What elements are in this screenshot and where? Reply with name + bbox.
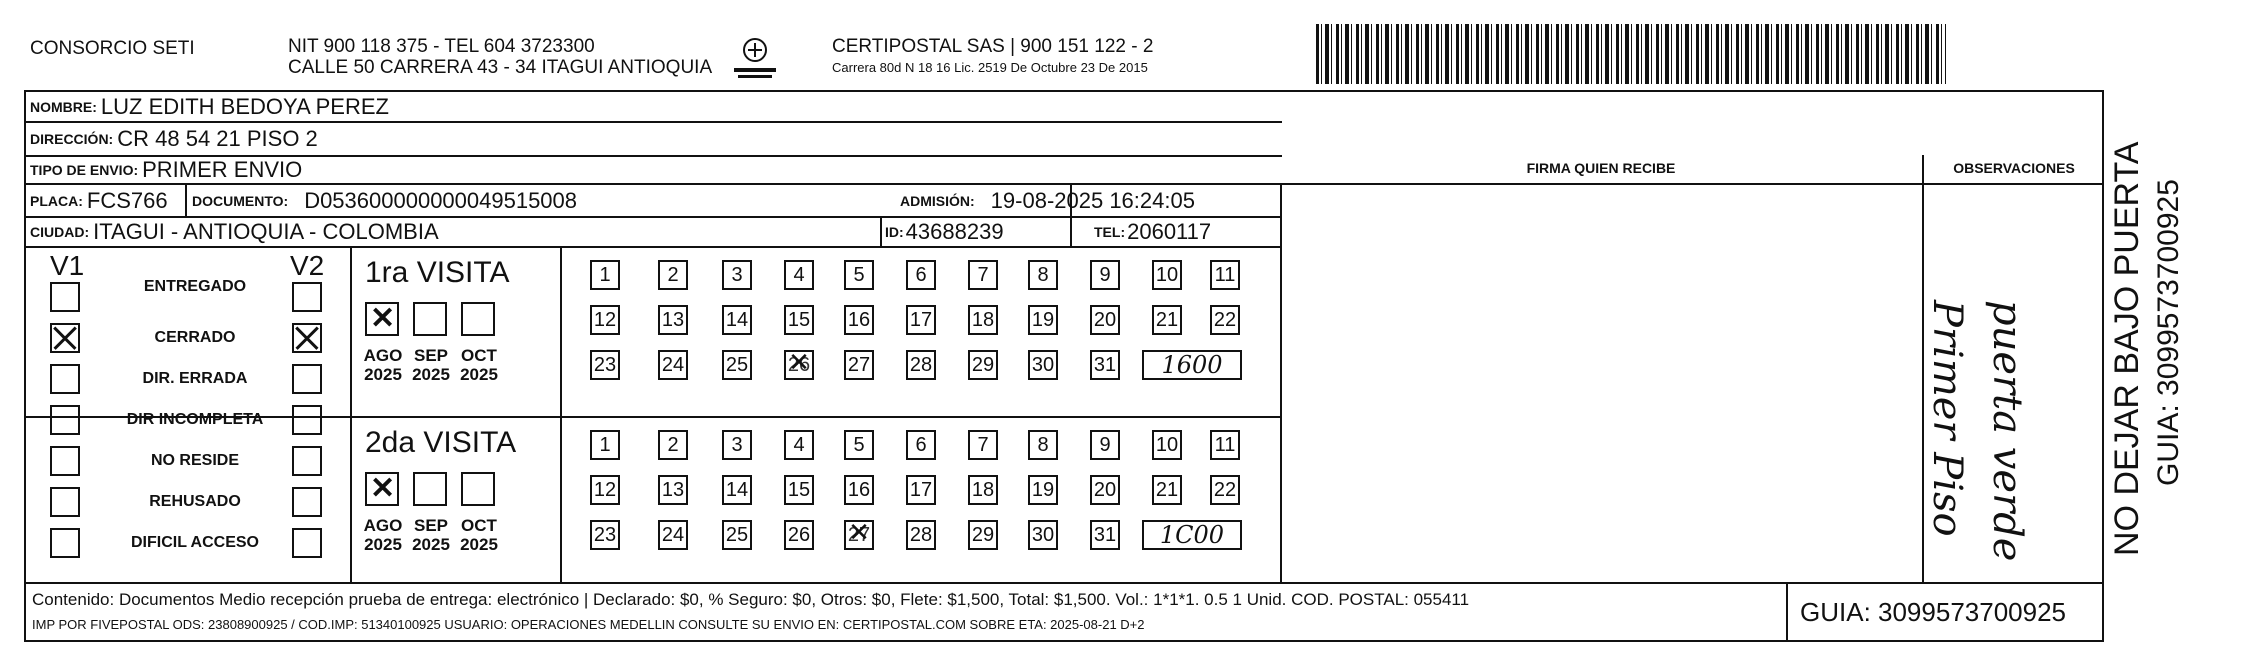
footer-line2: IMP POR FIVEPOSTAL ODS: 23808900925 / COD.IMP: 51340100925 USUARIO: OPERACIONES MEDELLIN CONSULTE SU ENVIO EN: CERTIPOSTAL.COM SOBRE ETA: 2025-08-21 D+2: [32, 617, 1145, 632]
status-reason-label: DIFICIL ACCESO: [130, 534, 259, 551]
observation-handwriting-2: puerta verde: [1984, 300, 2030, 562]
admision-label: ADMISIÓN:: [900, 193, 975, 209]
v1-checkbox: [50, 364, 80, 394]
first-visit-day-box: 14: [722, 305, 752, 335]
second-visit-day-box: 20: [1090, 475, 1120, 505]
second-visit-day-box: 14: [722, 475, 752, 505]
second-visit-month-label: SEP 2025: [412, 516, 450, 554]
first-visit-day-box: 6: [906, 260, 936, 290]
first-visit-day-box: 13: [658, 305, 688, 335]
nombre-value: LUZ EDITH BEDOYA PEREZ: [100, 94, 389, 119]
second-visit-day-box: 19: [1028, 475, 1058, 505]
second-visit-day-box: 25: [722, 520, 752, 550]
status-reason-label: DIR. ERRADA: [142, 370, 248, 387]
side-guia: GUIA: 3099573700925: [2152, 179, 2185, 486]
documento-label: DOCUMENTO:: [192, 193, 289, 209]
company-name: CONSORCIO SETI: [30, 38, 195, 59]
nombre-label: NOMBRE:: [30, 99, 97, 115]
second-visit-month-checkbox: [365, 472, 399, 506]
second-visit-day-box: 23: [590, 520, 620, 550]
status-reason-label: CERRADO: [154, 329, 236, 346]
id-row: [885, 218, 1004, 246]
second-visit-day-box: 17: [906, 475, 936, 505]
v2-checkbox: [292, 405, 322, 435]
second-visit-day-box: 12: [590, 475, 620, 505]
status-reason-label: DIR INCOMPLETA: [126, 411, 264, 428]
placa-value: FCS766: [86, 188, 168, 213]
certipostal-logo-icon: [730, 34, 780, 84]
second-visit-day-box: 10: [1152, 430, 1182, 460]
observation-handwriting-1: Primer Piso: [1924, 300, 1970, 537]
second-visit-day-box: 27 ✕: [844, 520, 874, 550]
v1-checkbox: [50, 487, 80, 517]
second-visit-day-box: 26: [784, 520, 814, 550]
ciudad-value: ITAGUI - ANTIOQUIA - COLOMBIA: [93, 219, 439, 244]
second-visit-day-box: 9: [1090, 430, 1120, 460]
first-visit-day-box: 16: [844, 305, 874, 335]
tel-row: [1094, 218, 1211, 246]
first-visit-day-box: 11: [1210, 260, 1240, 290]
second-visit-day-box: 16: [844, 475, 874, 505]
second-visit-day-box: 5: [844, 430, 874, 460]
ciudad-label: CIUDAD:: [30, 224, 90, 240]
company-nit-tel: NIT 900 118 375 - TEL 604 3723300: [288, 36, 595, 57]
firma-label: FIRMA QUIEN RECIBE: [1526, 160, 1676, 176]
second-visit-month-checkbox: [461, 472, 495, 506]
first-visit-month-label: SEP 2025: [412, 346, 450, 384]
direccion-row: [30, 124, 318, 154]
v2-checkbox: [292, 282, 322, 312]
v1-checkbox: [50, 405, 80, 435]
first-visit-month-checkbox: [461, 302, 495, 336]
v2-checkbox: [292, 528, 322, 558]
id-value: 43688239: [905, 219, 1004, 244]
second-visit-day-box: 4: [784, 430, 814, 460]
second-visit-month-label: OCT 2025: [460, 516, 498, 554]
tipo-envio-row: [30, 156, 302, 183]
second-visit-day-box: 28: [906, 520, 936, 550]
second-visit-day-box: 13: [658, 475, 688, 505]
first-visit-day-box: 18: [968, 305, 998, 335]
tipo-envio-value: PRIMER ENVIO: [142, 156, 303, 182]
side-instruction: NO DEJAR BAJO PUERTA: [2108, 141, 2146, 556]
first-visit-day-box: 8: [1028, 260, 1058, 290]
placa-label: PLACA:: [30, 193, 83, 209]
first-visit-day-box: 15: [784, 305, 814, 335]
second-visit-month-checkbox: [413, 472, 447, 506]
id-label: ID:: [885, 224, 904, 240]
first-visit-day-box: 29: [968, 350, 998, 380]
admision-value: 19-08-2025 16:24:05: [990, 188, 1195, 213]
footer-guia: GUIA: 3099573700925: [1800, 597, 2066, 627]
first-visit-day-box: 17: [906, 305, 936, 335]
first-visit-day-box: 31: [1090, 350, 1120, 380]
first-visit-day-box: 2: [658, 260, 688, 290]
second-visit-day-box: 18: [968, 475, 998, 505]
first-visit-day-box: 3: [722, 260, 752, 290]
v1-checkbox: [50, 323, 80, 353]
footer-line1: Contenido: Documentos Medio recepción prueba de entrega: electrónico | Declarado: $0, % Seguro: $0, Otros: $0, Flete: $1,500, Total: $1,500. Vol.: 1*1*1. 0.5 1 Unid. COD. POSTAL: 055411: [32, 590, 1470, 609]
second-visit-day-box: 1: [590, 430, 620, 460]
second-visit-day-box: 6: [906, 430, 936, 460]
documento-row: [192, 186, 577, 216]
second-visit-time-box: 1C00: [1142, 520, 1242, 550]
first-visit-day-box: 26 ✕: [784, 350, 814, 380]
second-visit-day-box: 29: [968, 520, 998, 550]
first-visit-day-box: 23: [590, 350, 620, 380]
first-visit-day-box: 5: [844, 260, 874, 290]
v2-checkbox: [292, 446, 322, 476]
status-reason-label: REHUSADO: [149, 493, 241, 510]
first-visit-day-box: 1: [590, 260, 620, 290]
second-visit-day-box: 30: [1028, 520, 1058, 550]
v2-checkbox: [292, 323, 322, 353]
carrier-name: CERTIPOSTAL SAS | 900 151 122 - 2: [832, 36, 1154, 57]
second-visit-day-box: 21: [1152, 475, 1182, 505]
first-visit-month-checkbox: [413, 302, 447, 336]
direccion-label: DIRECCIÓN:: [30, 131, 114, 147]
status-reason-label: NO RESIDE: [150, 452, 239, 469]
v1-checkbox: [50, 282, 80, 312]
direccion-value: CR 48 54 21 PISO 2: [117, 126, 318, 151]
first-visit-day-box: 28: [906, 350, 936, 380]
admision-row: [900, 186, 1195, 216]
first-visit-day-box: 12: [590, 305, 620, 335]
first-visit-day-box: 4: [784, 260, 814, 290]
first-visit-day-box: 30: [1028, 350, 1058, 380]
v1-label: V1: [50, 250, 85, 281]
second-visit-title: 2da VISITA: [365, 426, 517, 459]
first-visit-month-label: AGO 2025: [363, 346, 403, 384]
v2-label: V2: [290, 250, 325, 281]
second-visit-day-box: 2: [658, 430, 688, 460]
first-visit-title: 1ra VISITA: [365, 256, 510, 289]
observaciones-label: OBSERVACIONES: [1953, 160, 2075, 176]
first-visit-day-box: 25: [722, 350, 752, 380]
second-visit-day-box: 15: [784, 475, 814, 505]
second-visit-day-box: 31: [1090, 520, 1120, 550]
ciudad-row: [30, 218, 439, 246]
placa-row: [30, 186, 168, 216]
first-visit-day-box: 21: [1152, 305, 1182, 335]
documento-value: D053600000000049515008: [304, 188, 578, 213]
first-visit-time-box: 1600: [1142, 350, 1242, 380]
carrier-license: Carrera 80d N 18 16 Lic. 2519 De Octubre 23 De 2015: [832, 60, 1148, 75]
second-visit-day-box: 3: [722, 430, 752, 460]
tipo-envio-label: TIPO DE ENVIO:: [30, 161, 139, 178]
first-visit-day-box: 22: [1210, 305, 1240, 335]
first-visit-day-box: 19: [1028, 305, 1058, 335]
tel-value: 2060117: [1127, 219, 1212, 244]
first-visit-month-checkbox: [365, 302, 399, 336]
v2-checkbox: [292, 364, 322, 394]
first-visit-day-box: 24: [658, 350, 688, 380]
barcode: [1316, 24, 1946, 84]
v2-checkbox: [292, 487, 322, 517]
first-visit-day-box: 27: [844, 350, 874, 380]
first-visit-day-box: 7: [968, 260, 998, 290]
company-address: CALLE 50 CARRERA 43 - 34 ITAGUI ANTIOQUIA: [288, 57, 713, 78]
second-visit-day-box: 7: [968, 430, 998, 460]
first-visit-day-box: 20: [1090, 305, 1120, 335]
status-reason-label: ENTREGADO: [143, 278, 247, 295]
first-visit-day-box: 9: [1090, 260, 1120, 290]
nombre-row: [30, 93, 389, 121]
second-visit-day-box: 22: [1210, 475, 1240, 505]
second-visit-day-box: 8: [1028, 430, 1058, 460]
first-visit-month-label: OCT 2025: [460, 346, 498, 384]
first-visit-day-box: 10: [1152, 260, 1182, 290]
tel-label: TEL:: [1094, 224, 1126, 240]
second-visit-day-box: 11: [1210, 430, 1240, 460]
second-visit-day-box: 24: [658, 520, 688, 550]
v1-checkbox: [50, 446, 80, 476]
v1-checkbox: [50, 528, 80, 558]
second-visit-month-label: AGO 2025: [363, 516, 403, 554]
